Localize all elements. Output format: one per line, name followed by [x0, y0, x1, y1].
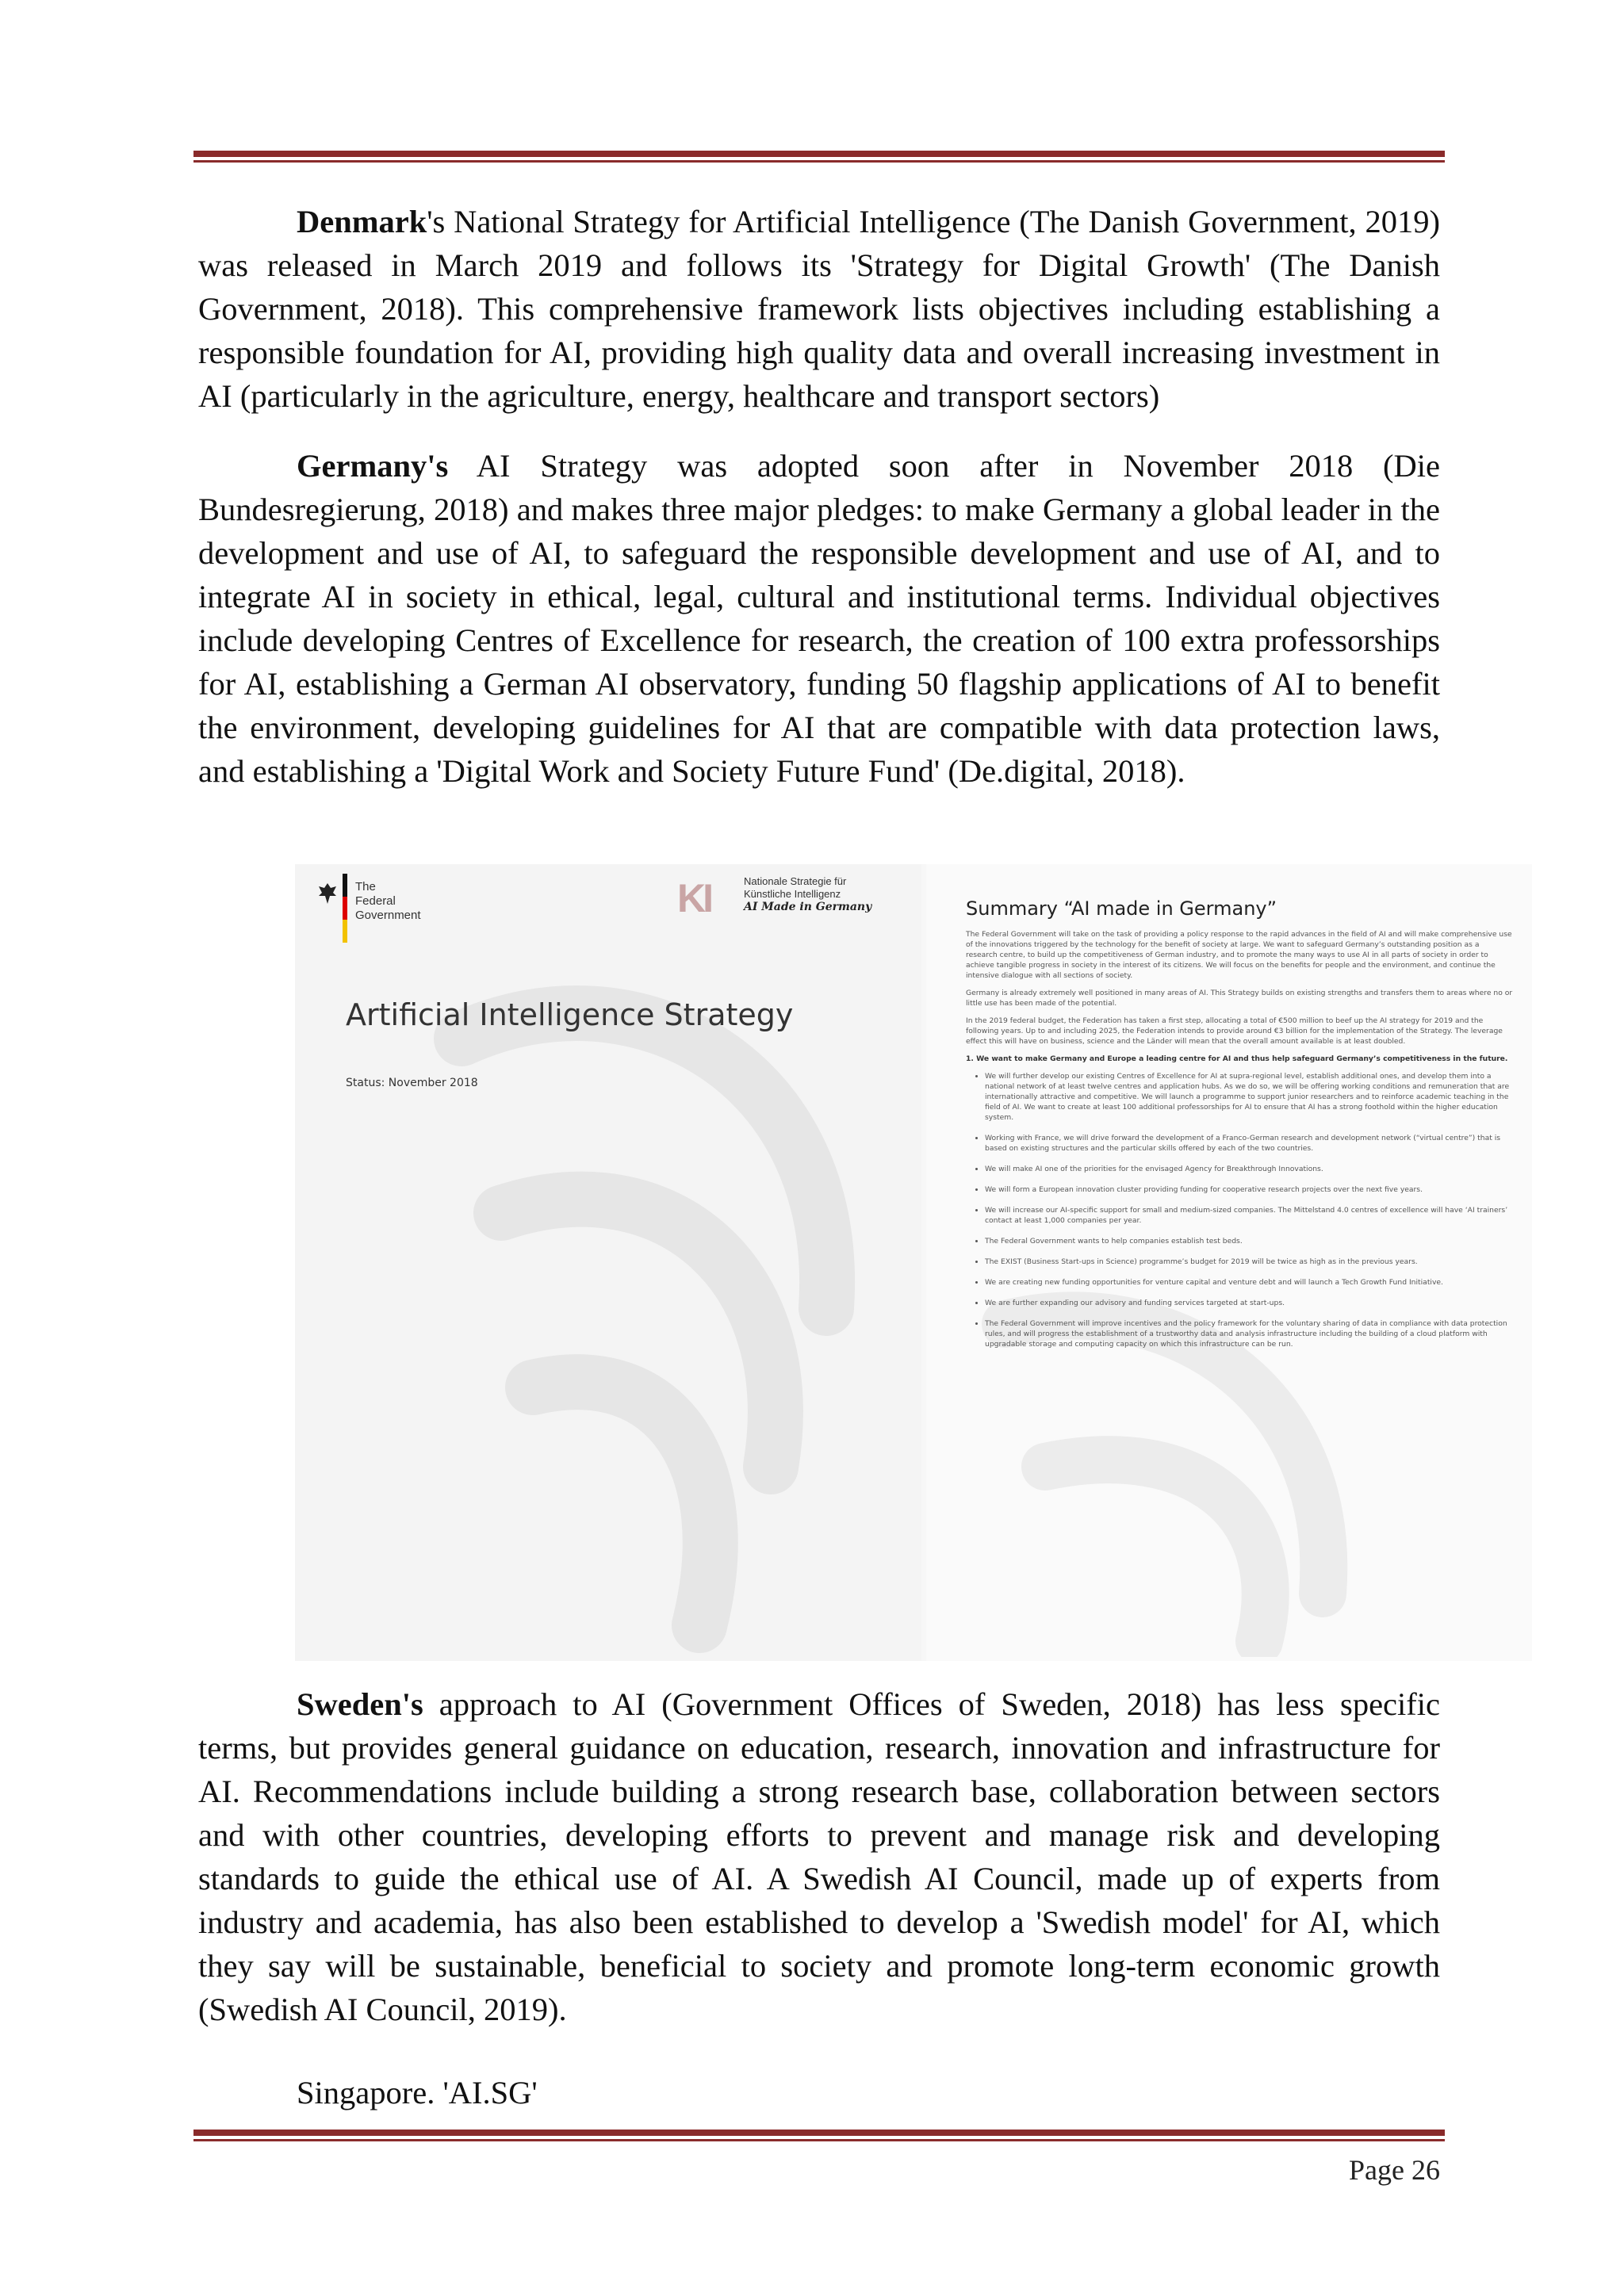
gov-logo-line2: Federal Government	[355, 894, 421, 922]
denmark-text: 's National Strategy for Artificial Intelligence (The Danish Government, 2019) was released in March 2019 and follows its 'Strategy for Digital Growth' (The Danish Government, 2018). This comprehensive framework lists objectives including establishing a responsible foundation for AI, providing high quality data and overall increasing investment in AI (particularly in the agriculture, energy, healthcare and transport sectors)	[198, 204, 1440, 414]
gov-logo-line1: The	[355, 880, 376, 894]
sweden-bold: Sweden's	[297, 1686, 423, 1722]
germany-bold: Germany's	[297, 448, 449, 484]
paragraph-sweden	[198, 1682, 1440, 2031]
summary-title: Summary “AI made in Germany”	[966, 897, 1277, 920]
summary-bullet: • We will form a European innovation cluster providing funding for cooperative research projects over the next five years.	[985, 1184, 1513, 1195]
summary-bullet: • Working with France, we will drive forward the development of a Franco-German research and development network (“virtual centre”) that is based on existing structures and the particular skills offered by each of the two countries.	[985, 1133, 1513, 1154]
summary-bullet: • The Federal Government will improve incentives and the policy framework for the voluntary sharing of data in compliance with data protection rules, and will progress the establishment of a trustworthy data and analysis infrastructure including the building of a cloud platform with upgradable storage and computing capacity on which this infrastructure can be run.	[985, 1318, 1513, 1349]
paragraph-singapore	[198, 2071, 1440, 2114]
paragraph-germany	[198, 444, 1440, 793]
summary-paragraph: Germany is already extremely well positioned in many areas of AI. This Strategy builds on existing strengths and transfers them to areas where no or little use has been made of the potential.	[966, 989, 1513, 1008]
sweden-text: approach to AI (Government Offices of Sweden, 2018) has less specific terms, but provides general guidance on education, research, innovation and infrastructure for AI. Recommendations include building a strong research base, collaboration between sectors and with other countries, developing efforts to prevent and manage risk and developing standards to guide the ethical use of AI. A Swedish AI Council, made up of experts from industry and academia, has also been established to develop a 'Swedish model' for AI, which they say will be sustainable, beneficial to society and promote long-term economic growth (Swedish AI Council, 2019).	[198, 1686, 1440, 2027]
denmark-bold: Denmark	[297, 204, 427, 239]
ki-logo-text	[744, 875, 871, 913]
federal-eagle-icon	[317, 882, 338, 905]
header-rule	[193, 151, 1445, 163]
gov-logo-text	[355, 880, 449, 923]
summary-paragraph: In the 2019 federal budget, the Federation has taken a first step, allocating a total of €500 million to beef up the AI strategy for 2019 and the following years. Up to and including 2025, the Federation intends to provide around €3 billion for the implementation of the Strategy. The leverage effect this will have on business, science and the Länder will mean that the overall amount available is at least doubled.	[966, 1016, 1503, 1046]
germany-text: AI Strategy was adopted soon after in November 2018 (Die Bundesregierung, 2018) and makes three major pledges: to make Germany a global leader in the development and use of AI, to safeguard the responsible development and use of AI, and to integrate AI in society in ethical, legal, cultural and institutional terms. Individual objectives include developing Centres of Excellence for research, the creation of 100 extra professorships for AI, establishing a German AI observatory, funding 50 flagship applications of AI to benefit the environment, developing guidelines for AI that are compatible with data protection laws, and establishing a 'Digital Work and Society Future Fund' (De.digital, 2018).	[198, 448, 1440, 789]
cover-title: Artificial Intelligence Strategy	[346, 997, 794, 1032]
germany-strategy-figure	[295, 864, 1532, 1661]
ki-line1: Nationale Strategie für	[744, 875, 847, 887]
summary-bullet: • The Federal Government wants to help companies establish test beds.	[985, 1236, 1513, 1246]
summary-body	[966, 929, 1513, 1360]
ki-line2: Künstliche Intelligenz	[744, 888, 841, 900]
flag-bars	[343, 874, 347, 943]
ki-mark: KI	[677, 876, 710, 920]
summary-bullet: • We will make AI one of the priorities for the envisaged Agency for Breakthrough Innovations.	[985, 1164, 1513, 1174]
page-number: Page 26	[1349, 2154, 1440, 2186]
summary-bullet: • The EXIST (Business Start-ups in Science) programme’s budget for 2019 will be twice as high as in the previous years.	[985, 1257, 1513, 1267]
singapore-text: Singapore. 'AI.SG'	[297, 2075, 538, 2110]
strategy-cover	[295, 864, 921, 1661]
summary-page	[926, 864, 1532, 1661]
eagle-watermark-icon	[430, 975, 874, 1657]
summary-bullet: • We will further develop our existing Centres of Excellence for AI at supra-regional level, establish additional ones, and develop them into a national network of at least twelve centres and application hubs. As we do so, we will be offering working conditions and remuneration that are internationally attractive and competitive. We will launch a programme to support junior researchers and to reinforce academic teaching in the field of AI. We want to create at least 100 additional professorships for AI to ensure that AI has a strong foothold within the higher education system.	[985, 1071, 1513, 1123]
summary-paragraph: The Federal Government will take on the task of providing a policy response to the rapid advances in the field of AI and will make comprehensive use of the innovations triggered by the technology for the benefit of society at large. We want to safeguard Germany’s outstanding position as a research centre, to build up the competitiveness of German industry, and to promote the many ways to use AI in all parts of society in order to achieve tangible progress in society in the interest of its citizens. We will focus on the benefits for people and the environment, and continue the intensive dialogue with all sections of society.	[966, 930, 1512, 980]
federal-government-logo	[306, 874, 449, 929]
ki-line3: AI Made in Germany	[744, 901, 872, 913]
summary-bullet: • We will increase our AI-specific support for small and medium-sized companies. The Mittelstand 4.0 centres of excellence will have ‘AI trainers’ contact at least 1,000 companies per year.	[985, 1205, 1513, 1226]
summary-bullet: • We are further expanding our advisory and funding services targeted at start-ups.	[985, 1298, 1513, 1308]
summary-bullets	[966, 1071, 1513, 1349]
cover-status: Status: November 2018	[346, 1077, 478, 1089]
paragraph-denmark	[198, 200, 1440, 418]
footer-rule	[193, 2130, 1445, 2141]
summary-heading: 1. We want to make Germany and Europe a leading centre for AI and thus help safeguard Germany’s competitiveness in the future.	[966, 1054, 1508, 1063]
summary-bullet: • We are creating new funding opportunities for venture capital and venture debt and will launch a Tech Growth Fund Initiative.	[985, 1277, 1513, 1288]
ki-strategy-logo	[677, 874, 883, 924]
